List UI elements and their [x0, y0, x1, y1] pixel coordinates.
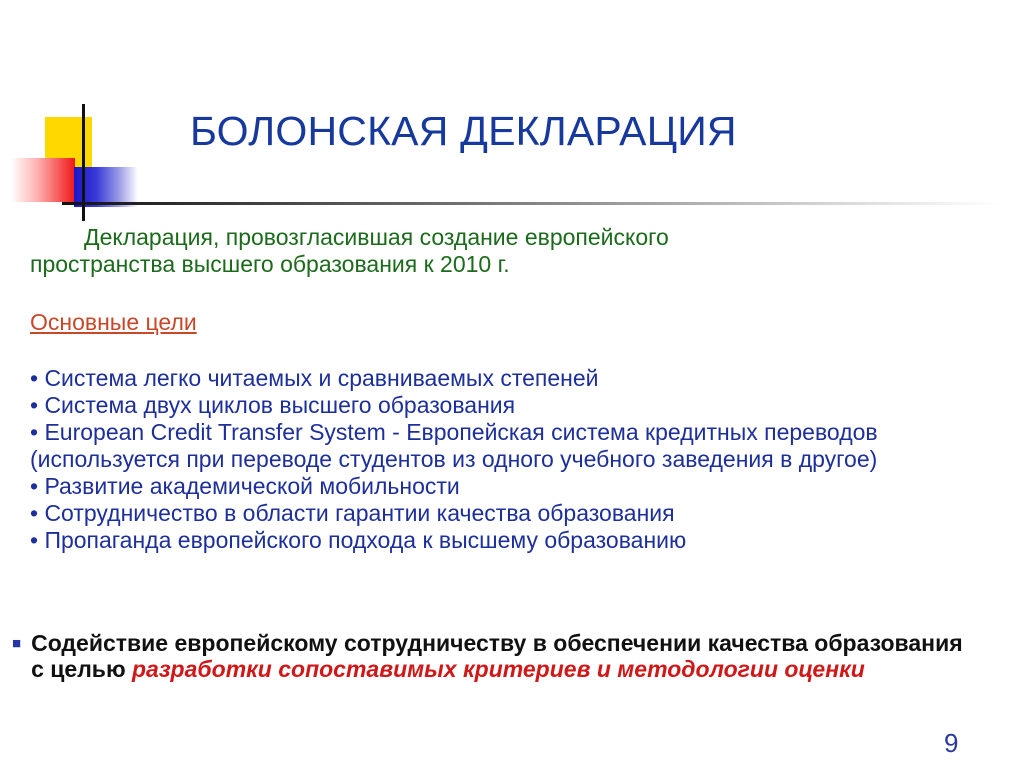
goal-item: • Сотрудничество в области гарантии качества образования: [30, 500, 675, 526]
goal-item: • European Credit Transfer System - Европейская система кредитных переводов (используется при переводе студентов из одного учебного заведения в другое): [30, 419, 878, 472]
goal-item: • Развитие академической мобильности: [30, 473, 460, 499]
promotion-text: [31, 630, 970, 682]
goal-item: • Система двух циклов высшего образования: [30, 392, 516, 418]
promotion-text-main: Содействие европейскому сотрудничеству в обеспечении качества образования с целью: [31, 630, 963, 682]
goals-list: [30, 365, 1005, 554]
promotion-bullet-block: [10, 630, 970, 682]
goal-item: • Система легко читаемых и сравниваемых степеней: [30, 365, 599, 391]
goal-item: • Пропаганда европейского подхода к высшему образованию: [30, 527, 687, 553]
intro-line-2: пространства высшего образования к 2010 г.: [30, 251, 510, 277]
page-number: 9: [944, 728, 959, 758]
square-bullet-icon: ■: [12, 635, 22, 652]
goals-heading: Основные цели: [30, 309, 197, 335]
intro-paragraph: [30, 224, 990, 278]
slide-title: БОЛОНСКАЯ ДЕКЛАРАЦИЯ: [190, 108, 737, 154]
title-underline-rule: [62, 202, 1000, 205]
promotion-text-emphasis: разработки сопоставимых критериев и методологии оценки: [131, 656, 865, 682]
decor-red-gradient-square: [11, 158, 75, 202]
intro-line-1: Декларация, провозгласившая создание европейского: [84, 224, 669, 250]
